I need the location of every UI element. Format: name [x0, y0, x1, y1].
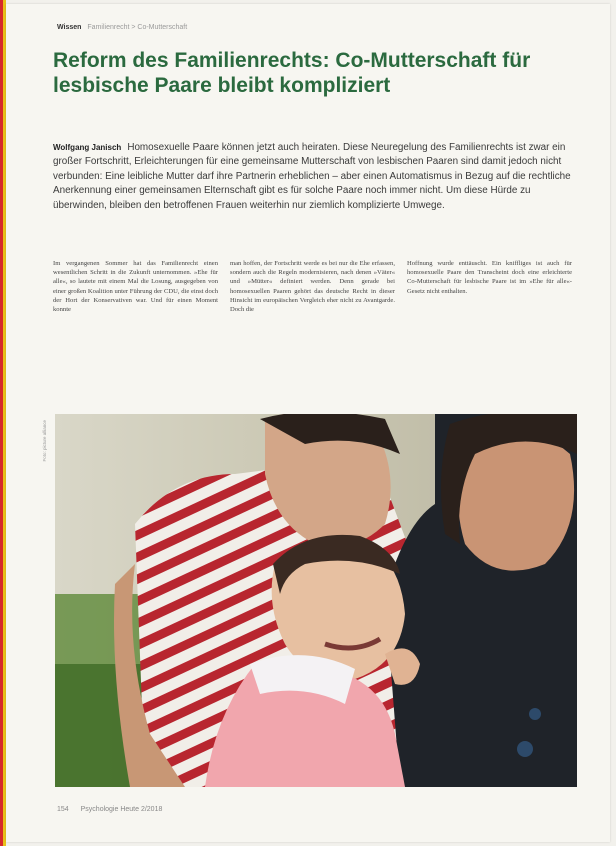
- magazine-name: Psychologie Heute 2/2018: [80, 806, 163, 813]
- body-column-1: Im vergangenen Sommer hat das Familienrecht einen wesentlichen Schritt in die Zukunft unternommen. »Ehe für alle«, so lautete mit einem Mal die Losung, ausgegeben von einer großen Koalition unter Führung der CDU, die einst doch der Hort der Konservativen war. Und für einen Moment konnte: [53, 260, 218, 314]
- breadcrumb-path: Familienrecht > Co-Mutterschaft: [87, 24, 188, 31]
- article-title: Reform des Familienrechts: Co-Mutterschaft für lesbische Paare bleibt kompliziert: [53, 49, 531, 97]
- article-photo: [55, 414, 577, 787]
- photo-credit: Foto: picture alliance: [42, 420, 47, 462]
- author-name: Wolfgang Janisch: [53, 143, 122, 152]
- body-column-2: man hoffen, der Fortschritt werde es bei nur die Ehe erfassen, sondern auch die Regeln modernisieren, nach denen »Väter« und »Mütter« definiert werden. Denn gerade bei homosexuellen Paaren gehört das deutsche Recht in dieser Hinsicht im europäischen Vergleich eher nicht zu Avantgarde. Doch die: [230, 260, 395, 314]
- page-footer: [57, 806, 162, 813]
- page-number: 154: [57, 806, 69, 813]
- article-intro: [53, 141, 573, 213]
- intro-text: Homosexuelle Paare können jetzt auch heiraten. Diese Neuregelung des Familienrechts ist zwar ein großer Fortschritt, Erleichterungen für eine gemeinsame Mutterschaft von lesbischen Paaren sind damit jedoch nicht verbunden: Eine leibliche Mutter darf ihre Partnerin erheblichen – aber einen Automatismus in Bezug auf die rechtliche Anerkennung einer gemeinsamen Elternschaft gibt es für solche Paare noch immer nicht. Um diese Hürde zu überwinden, bleiben den betroffenen Frauen weiterhin nur ziemlich komplizierte Umwege.: [53, 142, 571, 211]
- body-column-3: Hoffnung wurde enttäuscht. Ein kniffliges ist auch für homosexuelle Paare den Transcheint doch eine erleichterte Co-Mutterschaft für lesbische Paare ist im »Ehe für alle«-Gesetz nicht enthalten.: [407, 260, 572, 295]
- body-columns: [53, 259, 576, 314]
- breadcrumb-section: Wissen: [57, 24, 82, 31]
- breadcrumb: [57, 24, 187, 31]
